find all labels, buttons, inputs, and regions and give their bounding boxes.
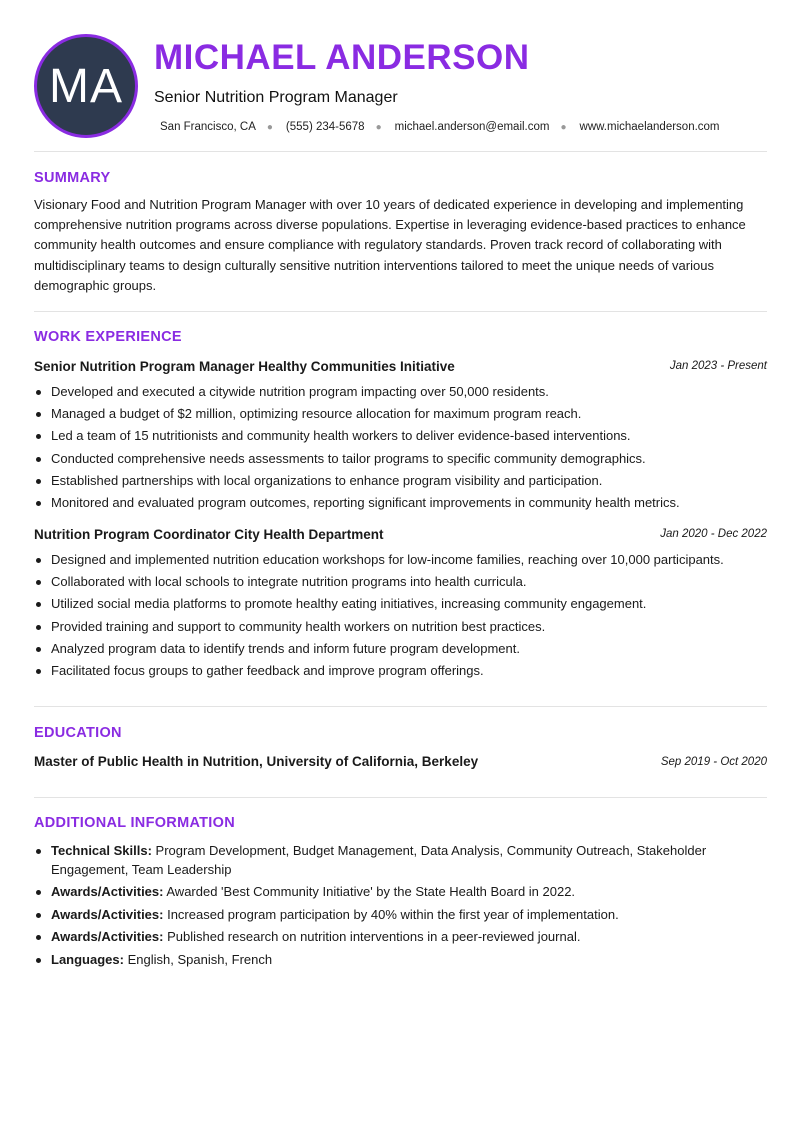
education-degree: Master of Public Health in Nutrition, University of California, Berkeley [34,754,479,769]
contact-row [160,121,720,133]
resume-header [34,34,767,138]
education-entry [34,754,767,772]
job-bullets [34,551,767,684]
list-item [34,906,767,925]
candidate-title: Senior Nutrition Program Manager [154,89,398,106]
list-item [34,842,767,879]
contact-location: San Francisco, CA [160,121,256,133]
contact-website[interactable]: www.michaelanderson.com [579,121,720,133]
section-divider [34,797,767,798]
list-item: Utilized social media platforms to promote healthy eating initiatives, increasing community engagement. [34,595,767,617]
avatar-initials: MA [49,59,123,113]
bullet-separator: ● [560,121,567,133]
item-text: Increased program participation by 40% within the first year of implementation. [167,906,619,922]
list-item [34,951,767,970]
list-item: Designed and implemented nutrition education workshops for low-income families, reaching over 10,000 participants. [34,551,767,573]
section-divider [34,151,767,152]
list-item: Facilitated focus groups to gather feedback and improve program offerings. [34,662,767,684]
list-item: Established partnerships with local organizations to enhance program visibility and participation. [34,472,767,494]
list-item: Led a team of 15 nutritionists and community health workers to deliver evidence-based interventions. [34,427,767,449]
job-header [34,527,767,545]
list-item [34,928,767,947]
job-role: Senior Nutrition Program Manager Healthy Communities Initiative [34,359,455,374]
contact-phone: (555) 234-5678 [285,121,365,133]
candidate-name: MICHAEL ANDERSON [154,38,530,77]
section-divider [34,311,767,312]
item-label: Awards/Activities: [51,884,164,899]
avatar [34,34,138,138]
summary-heading: SUMMARY [34,170,111,186]
list-item: Provided training and support to community health workers on nutrition best practices. [34,618,767,640]
item-text: Program Development, Budget Management, Data Analysis, Community Outreach, Stakeholder Engagement, Team Leadership [51,843,707,877]
experience-heading: WORK EXPERIENCE [34,329,182,345]
education-heading: EDUCATION [34,725,122,741]
item-label: Technical Skills: [51,843,152,858]
item-text: Awarded 'Best Community Initiative' by the State Health Board in 2022. [166,884,576,899]
bullet-separator: ● [266,121,273,133]
job-bullets [34,383,767,516]
list-item: Analyzed program data to identify trends and inform future program development. [34,640,767,662]
list-item: Managed a budget of $2 million, optimizing resource allocation for maximum program reach. [34,405,767,427]
education-dates: Sep 2019 - Oct 2020 [660,756,767,768]
item-label: Languages: [51,951,124,967]
item-label: Awards/Activities: [51,906,164,922]
bullet-separator: ● [375,121,382,133]
summary-text: Visionary Food and Nutrition Program Manager with over 10 years of dedicated experience in developing and implementing comprehensive nutrition programs across diverse populations. Expertise in leveraging evidence-based practices to enhance community health outcomes and ensure compliance with regulatory standards. Proven track record of collaborating with multidisciplinary teams to design culturally sensitive nutrition interventions tailored to meet the unique needs of various demographic groups. [34,197,746,293]
list-item: Developed and executed a citywide nutrition program impacting over 50,000 residents. [34,383,767,405]
contact-email[interactable]: michael.anderson@email.com [394,121,550,133]
job-dates: Jan 2020 - Dec 2022 [660,528,767,540]
job-header [34,359,767,377]
list-item: Collaborated with local schools to integrate nutrition programs into health curricula. [34,573,767,595]
list-item [34,883,767,902]
job-dates: Jan 2023 - Present [669,360,767,372]
additional-list [34,842,767,973]
item-label: Awards/Activities: [51,929,164,944]
job-role: Nutrition Program Coordinator City Health Department [34,527,384,542]
list-item: Monitored and evaluated program outcomes, reporting significant improvements in community health metrics. [34,494,767,516]
section-divider [34,706,767,707]
item-text: English, Spanish, French [127,951,273,967]
item-text: Published research on nutrition interventions in a peer-reviewed journal. [167,929,581,944]
list-item: Conducted comprehensive needs assessments to tailor programs to specific community demographics. [34,450,767,472]
additional-heading: ADDITIONAL INFORMATION [34,815,235,831]
